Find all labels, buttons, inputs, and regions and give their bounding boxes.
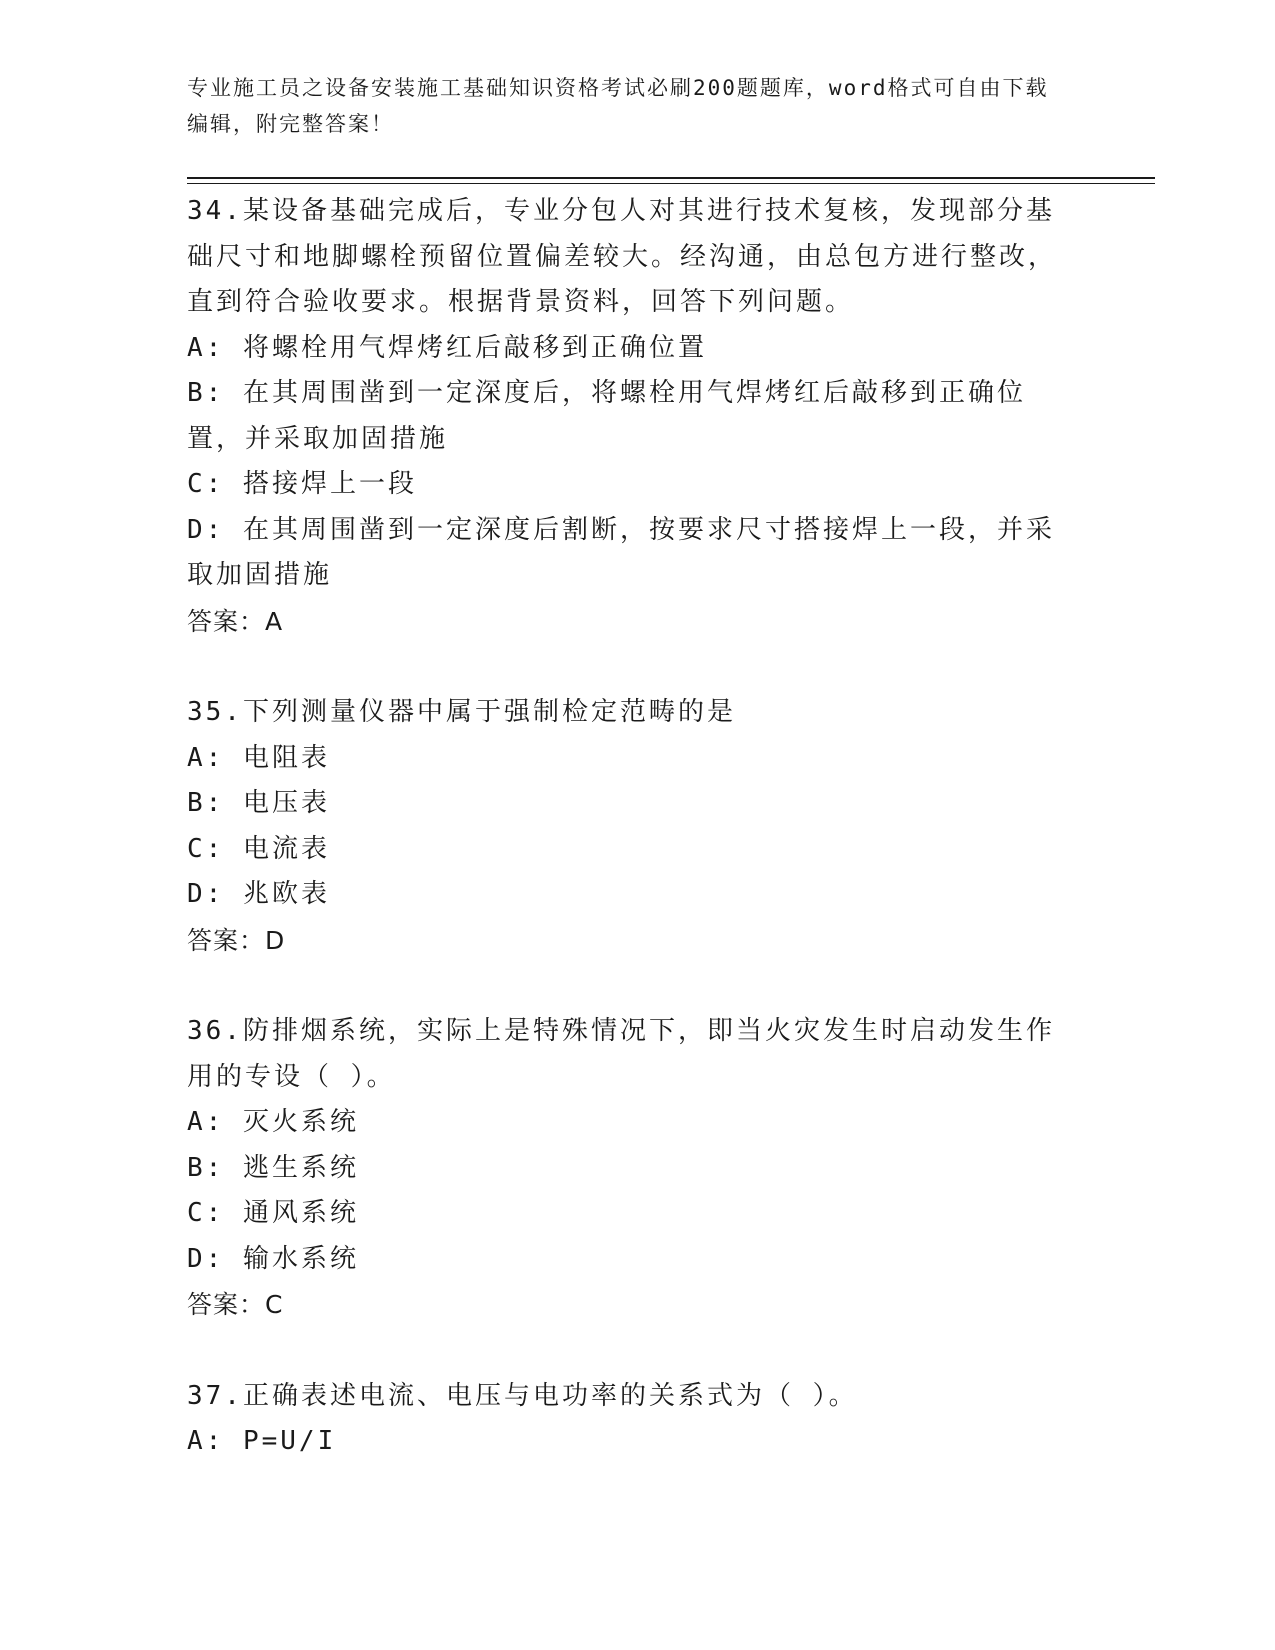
document-header: 专业施工员之设备安装施工基础知识资格考试必刷200题题库，word格式可自由下载编辑，附完整答案！ [187,76,1049,136]
question-37 [187,1374,1077,1465]
option-c: C: 电流表 [187,833,330,864]
question-34 [187,189,1077,644]
option-d: D: 兆欧表 [187,879,330,909]
question-stem: 37.正确表述电流、电压与电功率的关系式为（ ）。 [187,1380,858,1411]
question-list [187,189,1077,1511]
question-stem: 36.防排烟系统，实际上是特殊情况下，即当火灾发生时启动发生作用的专设（ ）。 [187,1016,1055,1092]
answer-line: 答案：C [187,1290,284,1319]
option-a: A: 电阻表 [187,742,330,773]
option-a: A: P=U/I [187,1426,337,1456]
question-35 [187,690,1077,963]
option-b: B: 电压表 [187,788,330,818]
answer-line: 答案：A [187,606,284,636]
question-stem: 35.下列测量仪器中属于强制检定范畴的是 [187,697,736,727]
option-b: B: 在其周围凿到一定深度后，将螺栓用气焊烤红后敲移到正确位置，并采取加固措施 [187,378,1026,454]
option-a: A: 将螺栓用气焊烤红后敲移到正确位置 [187,332,707,363]
answer-line: 答案：D [187,925,286,955]
option-b: B: 逃生系统 [187,1152,359,1183]
option-a: A: 灭火系统 [187,1107,359,1137]
option-c: C: 通风系统 [187,1198,359,1228]
option-d: D: 输水系统 [187,1243,359,1274]
option-c: C: 搭接焊上一段 [187,469,417,499]
header-divider-thick [187,177,1155,179]
question-36 [187,1009,1077,1328]
option-d: D: 在其周围凿到一定深度后割断，按要求尺寸搭接焊上一段，并采取加固措施 [187,514,1055,590]
header-divider-thin [187,183,1155,184]
question-stem: 34.某设备基础完成后，专业分包人对其进行技术复核，发现部分基础尺寸和地脚螺栓预留位置偏差较大。经沟通，由总包方进行整改，直到符合验收要求。根据背景资料，回答下列问题。 [187,196,1058,317]
